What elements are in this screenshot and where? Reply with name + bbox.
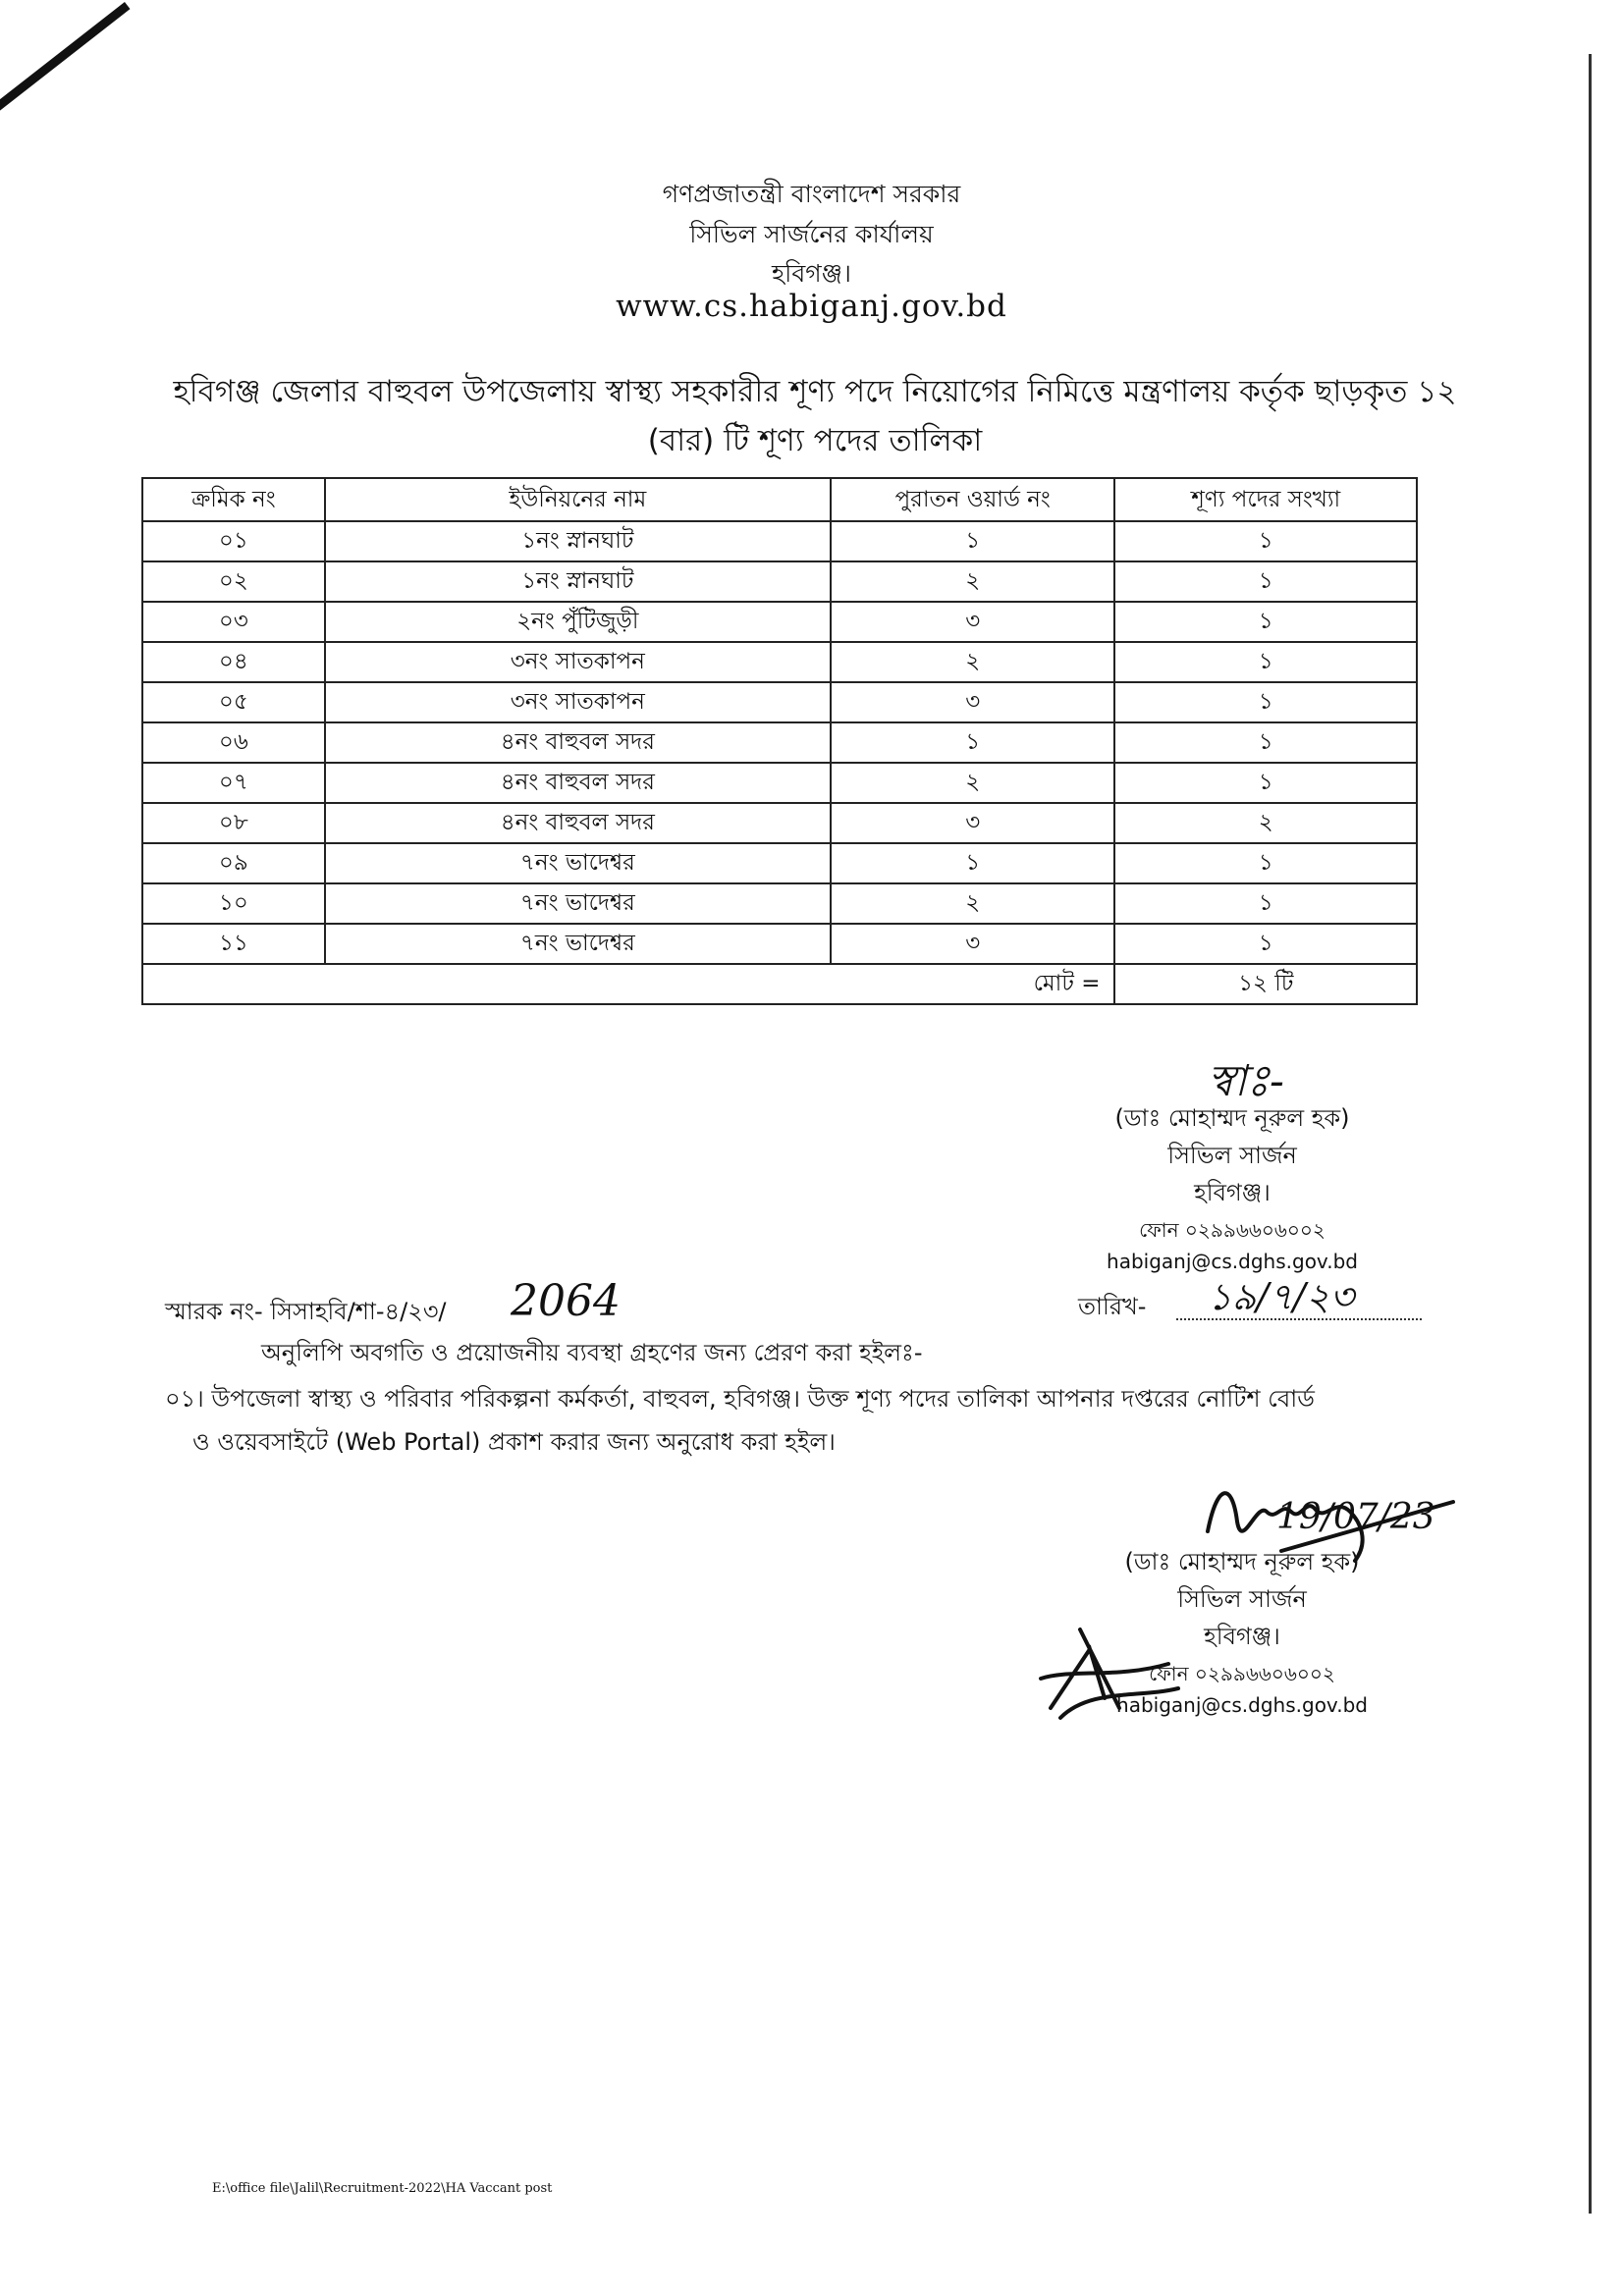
column-header-vacancies: শূণ্য পদের সংখ্যা — [1114, 478, 1417, 521]
handwritten-signature: স্বাঃ- — [1208, 1056, 1284, 1106]
vacancy-cell: ১ — [1114, 763, 1417, 803]
signer-email[interactable]: habiganj@cs.dghs.gov.bd — [1116, 1693, 1368, 1717]
signer-place: হবিগঞ্জ। — [1194, 1179, 1271, 1206]
column-header-serial: ক্রমিক নং — [142, 478, 325, 521]
ward-cell: ২ — [831, 561, 1115, 602]
union-cell: ২নং পুঁটিজুড়ী — [325, 602, 831, 642]
serial-cell: ০১ — [142, 521, 325, 561]
ward-cell: ২ — [831, 883, 1115, 924]
office-name: সিভিল সার্জনের কার্যালয় — [689, 220, 934, 248]
copy-item-1-line-2: ও ওয়েবসাইটে (Web Portal) প্রকাশ করার জন্য অনুরোধ করা হইল। — [192, 1428, 836, 1456]
ward-cell: ৩ — [831, 924, 1115, 964]
vacancy-cell: ১ — [1114, 682, 1417, 722]
vacancy-cell: ১ — [1114, 843, 1417, 883]
serial-cell: ০৩ — [142, 602, 325, 642]
union-cell: ৪নং বাহুবল সদর — [325, 722, 831, 763]
ward-cell: ২ — [831, 763, 1115, 803]
column-header-union: ইউনিয়নের নাম — [325, 478, 831, 521]
table-row — [142, 843, 1417, 883]
union-cell: ৭নং ভাদেশ্বর — [325, 883, 831, 924]
vacancy-table — [141, 477, 1418, 1005]
table-row — [142, 561, 1417, 602]
table-row — [142, 642, 1417, 682]
signer-designation: সিভিল সার্জন — [1177, 1585, 1307, 1613]
ward-cell: ১ — [831, 843, 1115, 883]
copy-forward-line: অনুলিপি অবগতি ও প্রয়োজনীয় ব্যবস্থা গ্রহণের জন্য প্রেরণ করা হইলঃ- — [261, 1339, 923, 1366]
serial-cell: ০৫ — [142, 682, 325, 722]
serial-cell: ০৮ — [142, 803, 325, 843]
table-row — [142, 521, 1417, 561]
table-row — [142, 722, 1417, 763]
table-row — [142, 602, 1417, 642]
serial-cell: ১০ — [142, 883, 325, 924]
table-row — [142, 682, 1417, 722]
date-handwritten: ১৯/৭/২৩ — [1208, 1275, 1355, 1318]
date-label: তারিখ- — [1078, 1293, 1147, 1320]
vacancy-cell: ১ — [1114, 602, 1417, 642]
govt-name: গণপ্রজাতন্ত্রী বাংলাদেশ সরকার — [662, 180, 961, 208]
file-path-footer: E:\office file\Jalil\Recruitment-2022\HA Vaccant post — [212, 2181, 553, 2196]
scan-edge-line — [1589, 54, 1592, 2214]
vacancy-cell: ১ — [1114, 642, 1417, 682]
union-cell: ৩নং সাতকাপন — [325, 682, 831, 722]
vacancy-cell: ১ — [1114, 722, 1417, 763]
signer-email[interactable]: habiganj@cs.dghs.gov.bd — [1107, 1250, 1358, 1273]
signer-name: (ডাঃ মোহাম্মদ নূরুল হক) — [1114, 1104, 1350, 1132]
signer-designation: সিভিল সার্জন — [1167, 1142, 1297, 1169]
memo-number-handwritten: 2064 — [511, 1276, 621, 1326]
union-cell: ১নং স্নানঘাট — [325, 561, 831, 602]
union-cell: ৭নং ভাদেশ্বর — [325, 924, 831, 964]
page-title-line-2: (বার) টি শূণ্য পদের তালিকা — [647, 423, 983, 458]
vacancy-cell: ১ — [1114, 521, 1417, 561]
memo-number-label: স্মারক নং- সিসাহবি/শা-৪/২৩/ — [165, 1298, 447, 1325]
total-label: মোট = — [142, 964, 1114, 1004]
website-link[interactable]: www.cs.habiganj.gov.bd — [616, 289, 1007, 324]
ward-cell: ১ — [831, 722, 1115, 763]
table-total-row — [142, 964, 1417, 1004]
ward-cell: ৩ — [831, 602, 1115, 642]
union-cell: ৭নং ভাদেশ্বর — [325, 843, 831, 883]
ward-cell: ১ — [831, 521, 1115, 561]
scan-corner-mark — [0, 2, 130, 124]
initials-scribble — [1031, 1610, 1188, 1728]
signature1-block — [1065, 1099, 1399, 1274]
union-cell: ১নং স্নানঘাট — [325, 521, 831, 561]
serial-cell: ০৭ — [142, 763, 325, 803]
serial-cell: ০৬ — [142, 722, 325, 763]
ward-cell: ২ — [831, 642, 1115, 682]
table-row — [142, 924, 1417, 964]
signature2-handwritten-date: 19/07/23 — [1276, 1497, 1435, 1537]
signer-name: (ডাঃ মোহাম্মদ নূরুল হক) — [1124, 1548, 1360, 1575]
signer-phone: ফোন ০২৯৯৬৬০৬০০২ — [1139, 1218, 1325, 1242]
serial-cell: ০৯ — [142, 843, 325, 883]
serial-cell: ০৪ — [142, 642, 325, 682]
page-title-line-1: হবিগঞ্জ জেলার বাহুবল উপজেলায় স্বাস্থ্য সহকারীর শূণ্য পদে নিয়োগের নিমিত্তে মন্ত্রণালয় কর্তৃক ছাড়কৃত ১২ — [173, 374, 1457, 409]
vacancy-cell: ২ — [1114, 803, 1417, 843]
vacancy-cell: ১ — [1114, 561, 1417, 602]
signer-place: হবিগঞ্জ। — [1204, 1623, 1280, 1650]
table-row — [142, 803, 1417, 843]
ward-cell: ৩ — [831, 803, 1115, 843]
table-header-row — [142, 478, 1417, 521]
vacancy-cell: ১ — [1114, 883, 1417, 924]
office-location: হবিগঞ্জ। — [772, 259, 851, 288]
serial-cell: ১১ — [142, 924, 325, 964]
copy-item-1-line-1: ০১। উপজেলা স্বাস্থ্য ও পরিবার পরিকল্পনা কর্মকর্তা, বাহুবল, হবিগঞ্জ। উক্ত শূণ্য পদের তালিকা আপনার দপ্তরের নোটিশ বোর্ড — [165, 1385, 1315, 1413]
ward-cell: ৩ — [831, 682, 1115, 722]
table-row — [142, 763, 1417, 803]
column-header-ward: পুরাতন ওয়ার্ড নং — [831, 478, 1115, 521]
vacancy-cell: ১ — [1114, 924, 1417, 964]
union-cell: ৪নং বাহুবল সদর — [325, 763, 831, 803]
total-value: ১২ টি — [1114, 964, 1417, 1004]
union-cell: ৪নং বাহুবল সদর — [325, 803, 831, 843]
table-row — [142, 883, 1417, 924]
serial-cell: ০২ — [142, 561, 325, 602]
union-cell: ৩নং সাতকাপন — [325, 642, 831, 682]
signer-phone: ফোন ০২৯৯৬৬০৬০০২ — [1149, 1662, 1335, 1685]
